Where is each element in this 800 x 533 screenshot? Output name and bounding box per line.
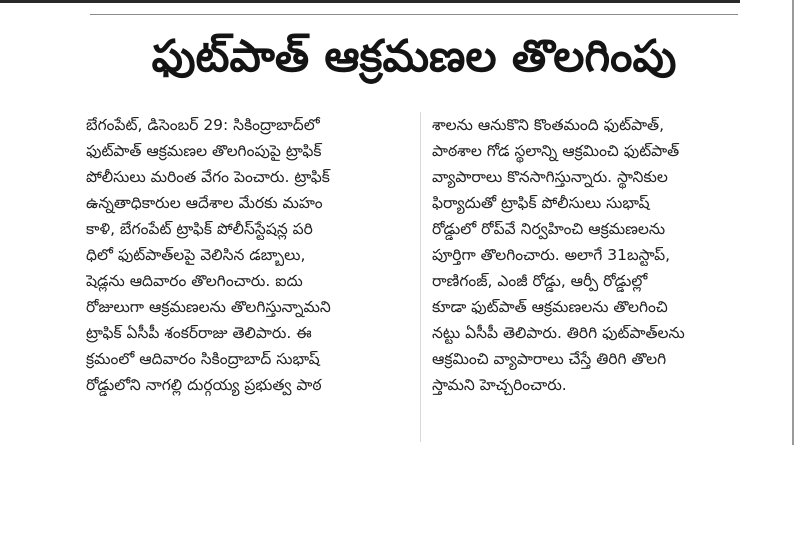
right-column-line: కూడా ఫుట్‌పాత్ ఆక్రమణలను తొలగించి (432, 298, 668, 316)
article-right-column (432, 112, 754, 398)
top-cropped-strip (0, 0, 800, 6)
left-column-line: బేగంపేట్, డిసెంబర్ 29: సికింద్రాబాద్‌లో (86, 116, 320, 134)
left-column-line: రోడ్డులోని నాగల్లి దుర్గయ్య ప్రభుత్వ పాఠ (86, 376, 322, 394)
right-column-line: పాఠశాల గోడ స్థలాన్ని ఆక్రమించి ఫుట్‌పాత్ (432, 142, 680, 160)
right-column-line: పూర్తిగా తొలగించారు. అలాగే 31బస్టాప్, (432, 246, 671, 264)
right-column-line: శాలను ఆనుకొని కొంతమంది ఫుట్‌పాత్, (432, 116, 665, 134)
right-column-line: ఫిర్యాదుతో ట్రాఫిక్ పోలీసులు సుభాష్ (432, 194, 650, 212)
right-column-line: నట్టు ఏసీపీ తెలిపారు. తిరిగి ఫుట్‌పాత్‌లను (432, 324, 685, 342)
left-column-line: ట్రాఫిక్ ఏసీపీ శంకర్‌రాజు తెలిపారు. ఈ (86, 324, 312, 342)
right-column-line: ఆక్రమించి వ్యాపారాలు చేస్తే తిరిగి తొలగి (432, 350, 667, 368)
top-rule (0, 0, 740, 3)
left-column-line: ధిలో ఫుట్‌పాత్‌లపై వెలిసిన డబ్బాలు, (86, 246, 306, 264)
column-divider (420, 112, 421, 442)
left-column-line: కాళి, బేగంపేట్ ట్రాఫిక్ పోలీస్‌స్టేషన్ల పరి (86, 220, 313, 238)
article-headline: ఫుట్‌పాత్ ఆక్రమణల తొలగింపు (151, 31, 677, 82)
headline-top-divider (90, 14, 738, 15)
clipping-right-edge (792, 0, 794, 445)
left-column-line: క్రమంలో ఆదివారం సికింద్రాబాద్ సుభాష్ (86, 350, 320, 368)
left-column-line: పోలీసులు మరింత వేగం పెంచారు. ట్రాఫిక్ (86, 168, 330, 186)
left-column-line: ఫుట్‌పాత్ ఆక్రమణల తొలగింపుపై ట్రాఫిక్ (86, 142, 322, 160)
left-column-line: షెడ్లను ఆదివారం తొలగించారు. ఐదు (86, 272, 303, 290)
left-column-line: రోజులుగా ఆక్రమణలను తొలగిస్తున్నామని (86, 298, 331, 316)
right-column-line: వ్యాపారాలు కొనసాగిస్తున్నారు. స్థానికుల (432, 168, 668, 186)
right-column-line: రోడ్డులో రోప్‌వే నిర్వహించి ఆక్రమణలను (432, 220, 666, 238)
left-column-line: ఉన్నతాధికారుల ఆదేశాల మేరకు మహం (86, 194, 323, 212)
right-column-line: స్తామని హెచ్చరించారు. (432, 376, 567, 394)
right-column-line: రాణిగంజ్, ఎంజీ రోడ్డు, ఆర్పీ రోడ్డుల్లో (432, 272, 648, 290)
article-left-column (86, 112, 408, 398)
